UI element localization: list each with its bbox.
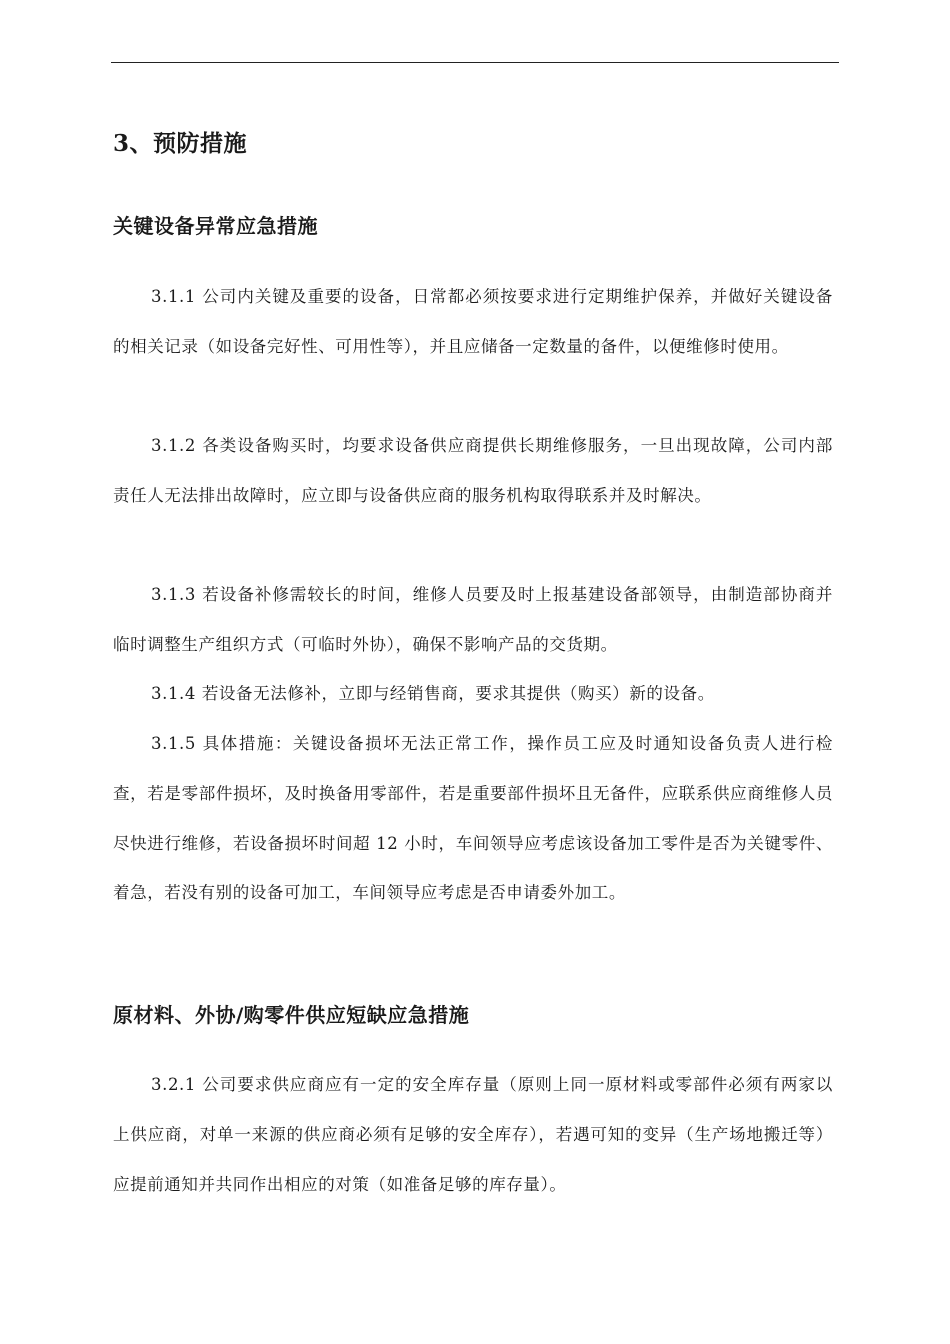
subsection-heading-supply: 原材料、外协/购零件供应短缺应急措施 bbox=[113, 1003, 470, 1027]
paragraph-3-1-3: 3.1.3 若设备补修需较长的时间，维修人员要及时上报基建设备部领导，由制造部协商并临时调整生产组织方式（可临时外协），确保不影响产品的交货期。 bbox=[113, 585, 833, 654]
header-rule bbox=[111, 62, 839, 63]
paragraph-3-1-4: 3.1.4 若设备无法修补，立即与经销售商，要求其提供（购买）新的设备。 bbox=[151, 684, 715, 703]
paragraph-3-1-1: 3.1.1 公司内关键及重要的设备，日常都必须按要求进行定期维护保养，并做好关键设备的相关记录（如设备完好性、可用性等），并且应储备一定数量的备件，以便维修时使用。 bbox=[113, 287, 833, 356]
paragraph-3-2-1: 3.2.1 公司要求供应商应有一定的安全库存量（原则上同一原材料或零部件必须有两家以上供应商，对单一来源的供应商必须有足够的安全库存），若遇可知的变异（生产场地搬迁等）应提前通知并共同作出相应的对策（如准备足够的库存量）。 bbox=[113, 1075, 833, 1194]
section-title: 3、预防措施 bbox=[113, 130, 248, 157]
paragraph-3-1-2: 3.1.2 各类设备购买时，均要求设备供应商提供长期维修服务，一旦出现故障，公司内部责任人无法排出故障时，应立即与设备供应商的服务机构取得联系并及时解决。 bbox=[113, 436, 833, 505]
paragraph-3-1-5: 3.1.5 具体措施：关键设备损坏无法正常工作，操作员工应及时通知设备负责人进行检查，若是零部件损坏，及时换备用零部件，若是重要部件损坏且无备件，应联系供应商维修人员尽快进行维修，若设备损坏时间超 12 小时，车间领导应考虑该设备加工零件是否为关键零件、着急，若没有别的设备可加工，车间领导应考虑是否申请委外加工。 bbox=[113, 734, 833, 903]
subsection-heading-equipment: 关键设备异常应急措施 bbox=[113, 214, 318, 238]
